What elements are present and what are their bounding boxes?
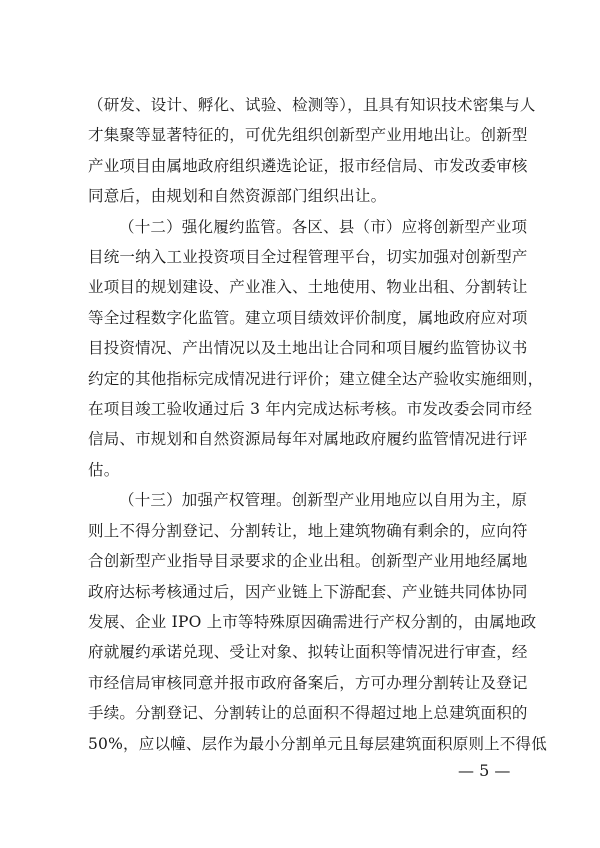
paragraph-section-12 (88, 212, 544, 486)
text-line: 目统一纳入工业投资项目全过程管理平台，切实加强对创新型产 (88, 248, 528, 267)
text-line: 50%，应以幢、层作为最小分割单元且每层建筑面积原则上不得低 (88, 734, 547, 753)
text-line: 政府达标考核通过后，因产业链上下游配套、产业链共同体协同 (88, 582, 528, 601)
text-line: 手续。分割登记、分割转让的总面积不得超过地上总建筑面积的 (88, 704, 528, 723)
text-line: 发展、企业 IPO 上市等特殊原因确需进行产权分割的，由属地政 (88, 612, 537, 631)
text-line: 估。 (88, 460, 120, 479)
text-line: 信局、市规划和自然资源局每年对属地政府履约监管情况进行评 (88, 430, 528, 449)
paragraph-section-13 (88, 485, 547, 759)
page-number: — 5 — (458, 761, 511, 780)
paragraph-continuation (88, 90, 536, 212)
text-line: 在项目竣工验收通过后 3 年内完成达标考核。市发改委会同市经 (88, 400, 533, 419)
section-heading-line: （十三）加强产权管理。创新型产业用地应以自用为主，原 (119, 491, 528, 510)
text-line: 才集聚等显著特征的，可优先组织创新型产业用地出让。创新型 (88, 126, 528, 145)
text-line: 业项目的规划建设、产业准入、土地使用、物业出租、分割转让 (88, 278, 528, 297)
text-line: 等全过程数字化监管。建立项目绩效评价制度，属地政府应对项 (88, 308, 528, 327)
text-line: 则上不得分割登记、分割转让，地上建筑物确有剩余的，应向符 (88, 521, 528, 540)
text-line: 约定的其他指标完成情况进行评价；建立健全达产验收实施细则， (88, 369, 544, 388)
text-line: 府就履约承诺兑现、受让对象、拟转让面积等情况进行审查，经 (88, 643, 528, 662)
section-heading-line: （十二）强化履约监管。各区、县（市）应将创新型产业项 (119, 217, 528, 236)
text-line: 目投资情况、产出情况以及土地出让合同和项目履约监管协议书 (88, 339, 528, 358)
text-line: 市经信局审核同意并报市政府备案后，方可办理分割转让及登记 (88, 673, 528, 692)
text-line: 同意后，由规划和自然资源部门组织出让。 (88, 187, 387, 206)
text-line: 产业项目由属地政府组织遴选论证，报市经信局、市发改委审核 (88, 156, 528, 175)
text-line: （研发、设计、孵化、试验、检测等），且具有知识技术密集与人 (88, 96, 536, 114)
document-body (88, 90, 547, 759)
text-line: 合创新型产业指导目录要求的企业出租。创新型产业用地经属地 (88, 552, 528, 571)
